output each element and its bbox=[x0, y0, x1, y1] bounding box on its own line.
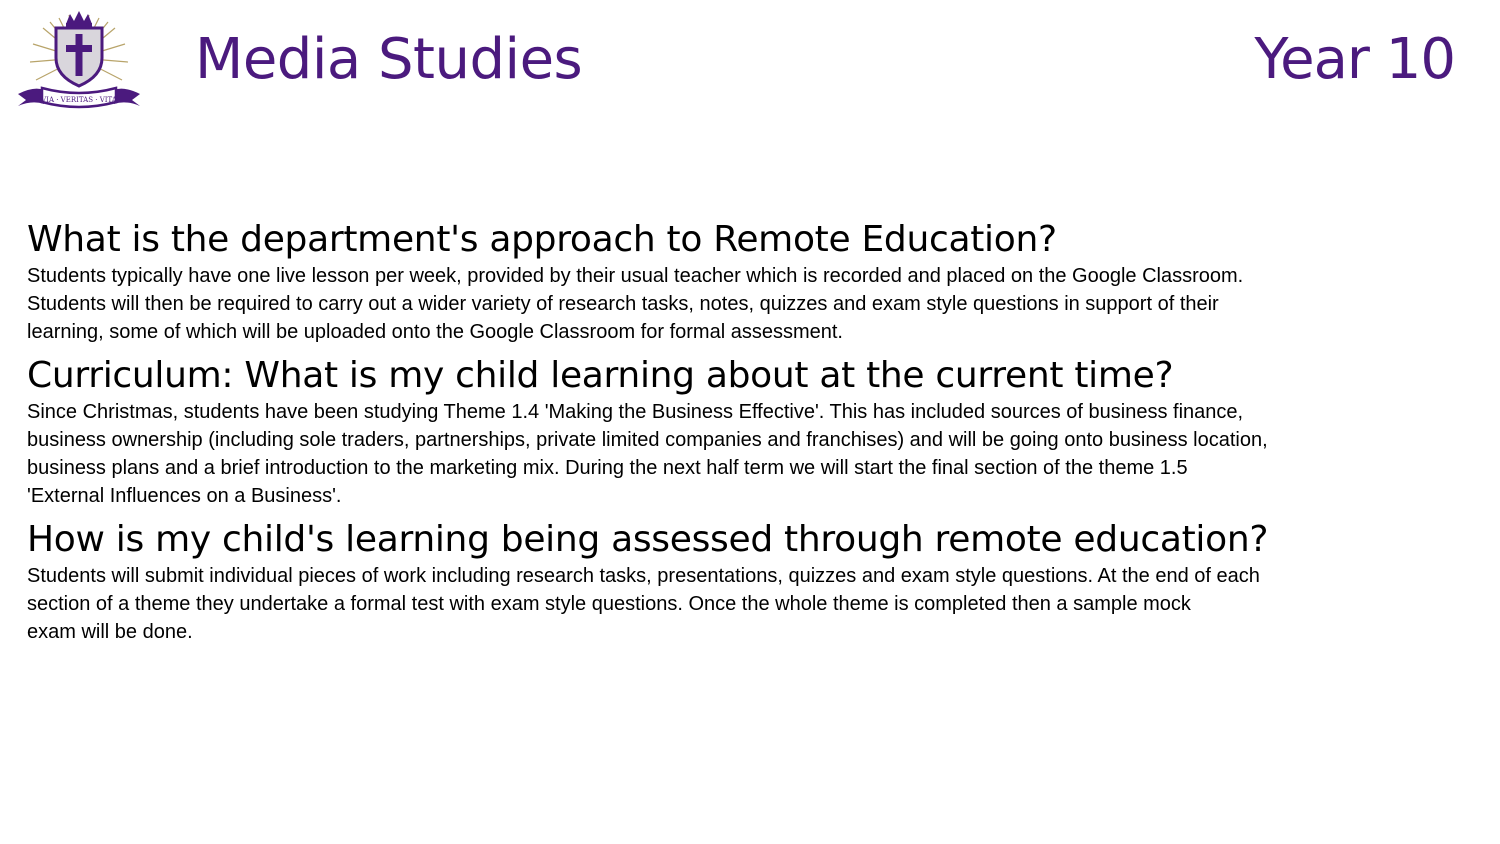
crest-motto: VIA · VERITAS · VITA bbox=[41, 96, 117, 104]
year-title: Year 10 bbox=[1254, 27, 1455, 92]
section-heading: How is my child's learning being assessed through remote education? bbox=[27, 519, 1269, 560]
section-remote-approach bbox=[27, 218, 1487, 346]
school-crest-logo bbox=[14, 6, 144, 114]
section-body: Since Christmas, students have been studying Theme 1.4 'Making the Business Effective'. This has included sources of business finance, business ownership (including sole traders, partnerships, private limited companies and franchises) and will be going onto business location, business plans and a brief introduction to the marketing mix. During the next half term we will start the final section of the theme 1.5 'External Influences on a Business'. bbox=[27, 401, 1268, 507]
subject-title: Media Studies bbox=[195, 27, 583, 92]
section-heading: Curriculum: What is my child learning about at the current time? bbox=[27, 355, 1174, 396]
section-assessment bbox=[27, 518, 1487, 646]
section-body: Students will submit individual pieces of work including research tasks, presentations, quizzes and exam style questions. At the end of each section of a theme they undertake a formal test with exam style questions. Once the whole theme is completed then a sample mock exam will be done. bbox=[27, 565, 1260, 643]
crown-icon bbox=[66, 11, 92, 24]
content-area bbox=[27, 218, 1487, 654]
ribbon-banner bbox=[18, 89, 44, 106]
section-heading: What is the department's approach to Remote Education? bbox=[27, 219, 1057, 260]
section-body: Students typically have one live lesson per week, provided by their usual teacher which is recorded and placed on the Google Classroom. Students will then be required to carry out a wider variety of research tasks, notes, quizzes and exam style questions in support of their learning, some of which will be uploaded onto the Google Classroom for formal assessment. bbox=[27, 265, 1244, 343]
section-curriculum bbox=[27, 354, 1487, 510]
